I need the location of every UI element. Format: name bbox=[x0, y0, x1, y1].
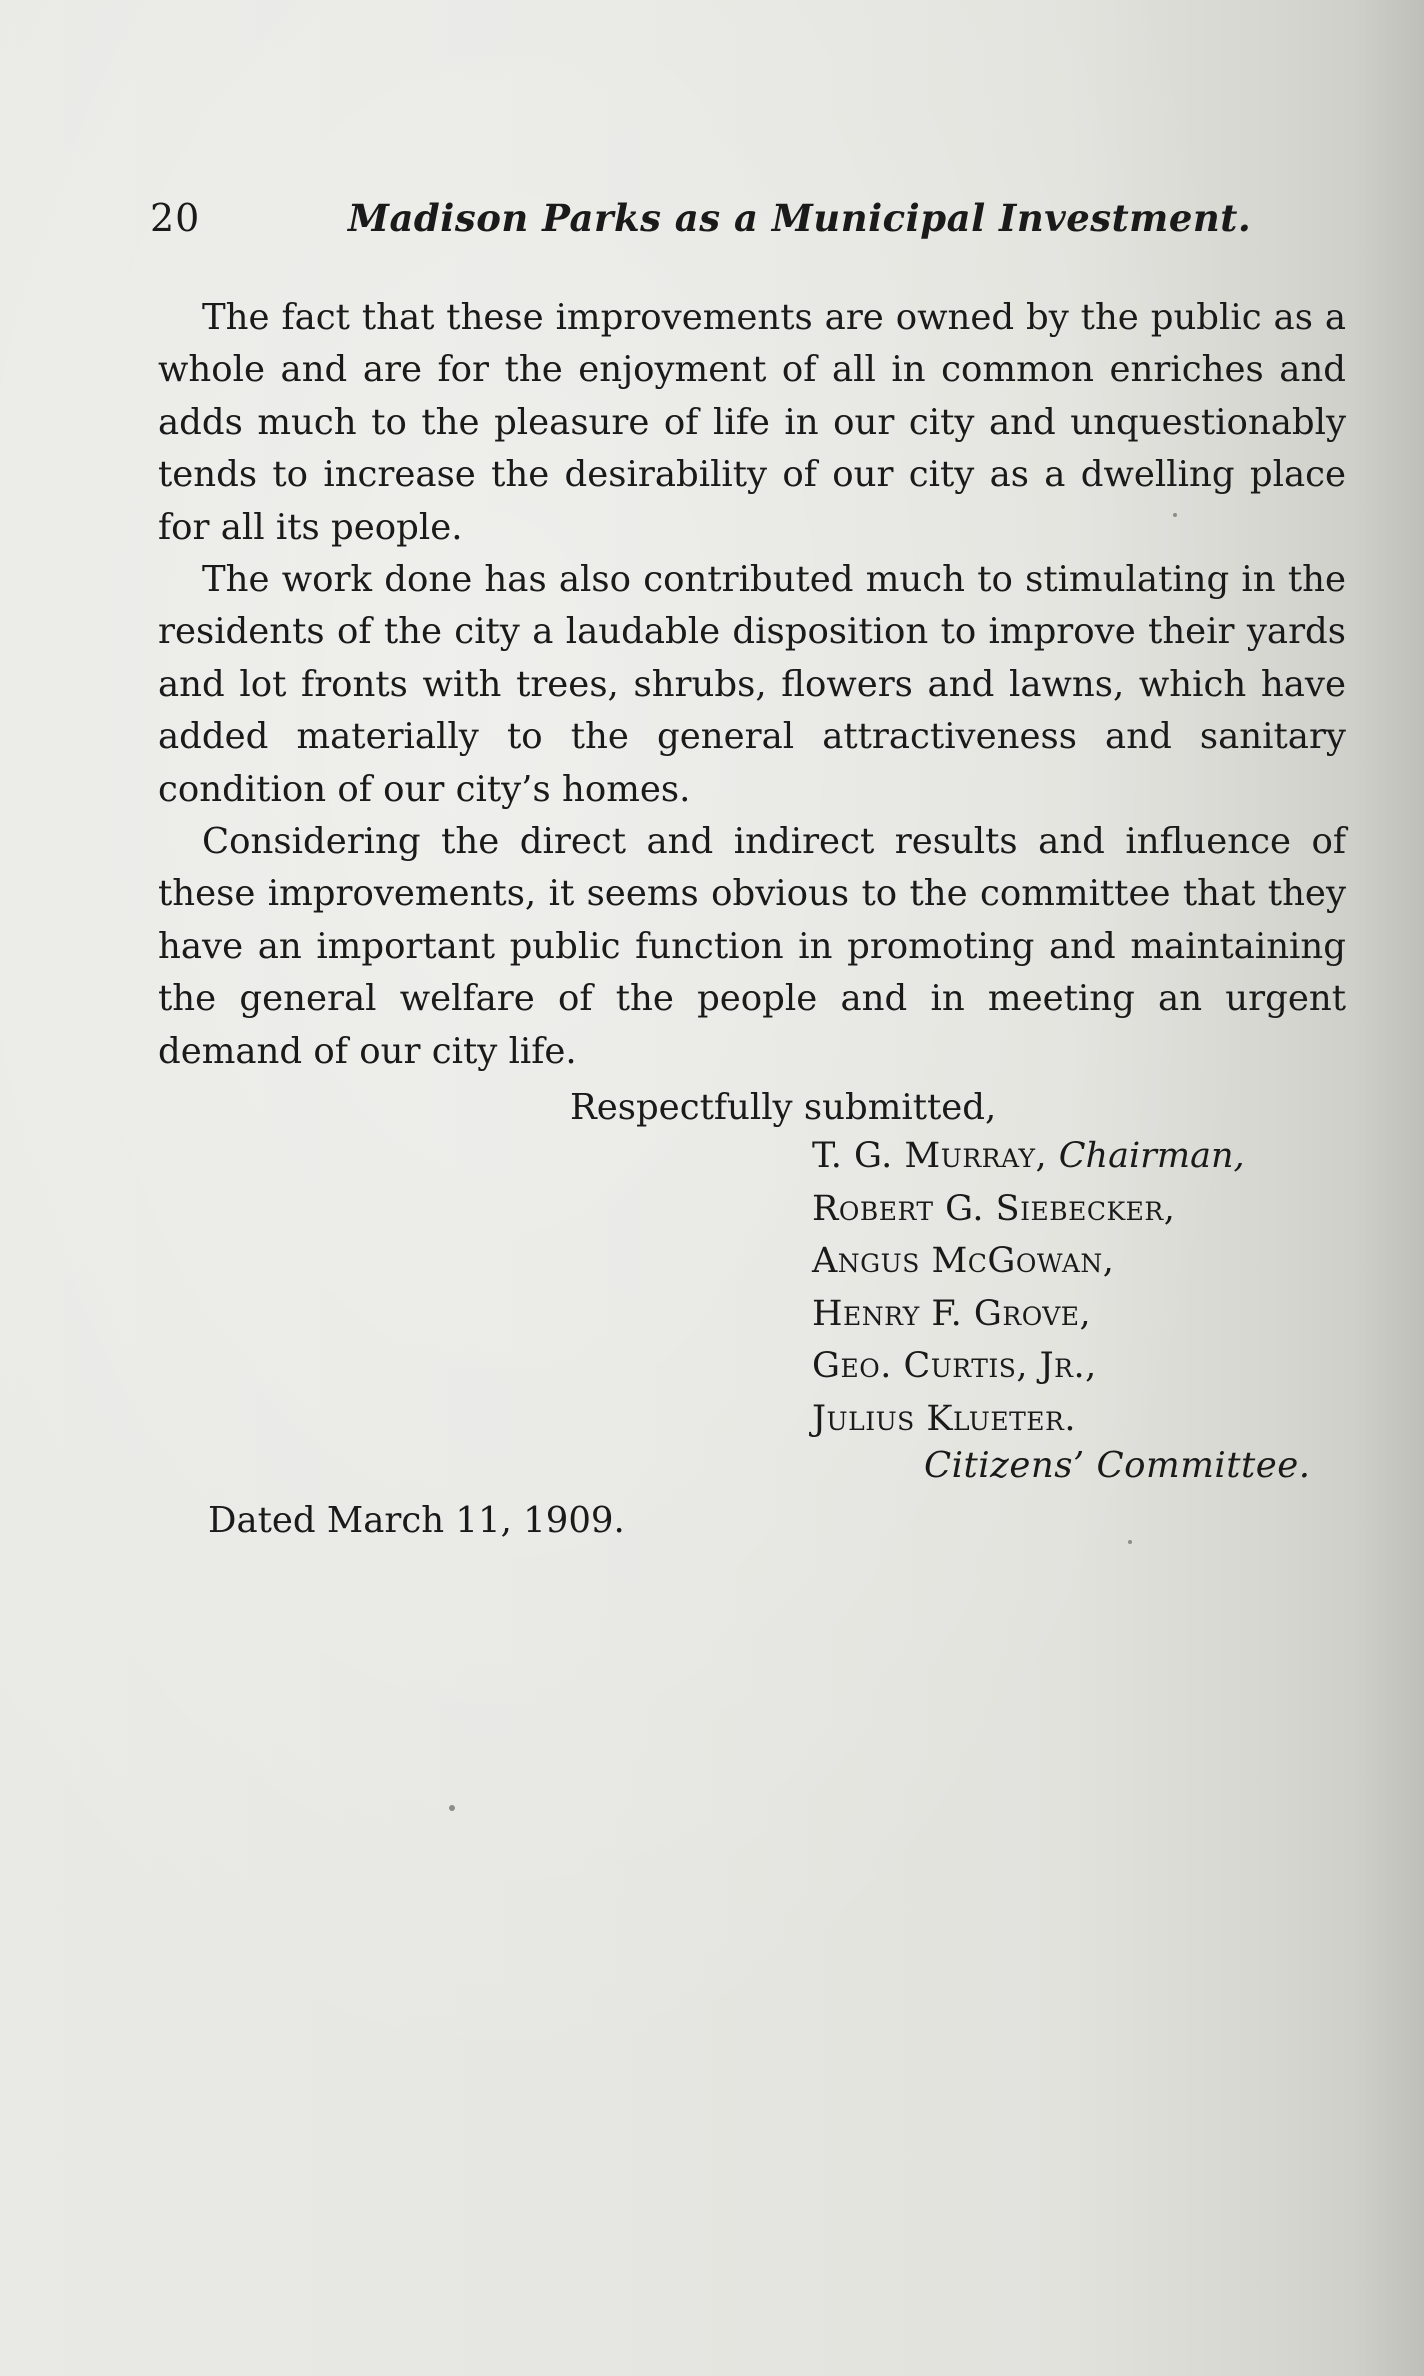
signatory-name: Angus McGowan, bbox=[812, 1241, 1115, 1281]
signatory-name: Julius Klueter. bbox=[812, 1398, 1076, 1439]
respectfully-submitted: Respectfully submitted, bbox=[570, 1087, 997, 1128]
signatory-siebecker bbox=[812, 1183, 1245, 1236]
signatory-name: T. G. Murray, bbox=[812, 1136, 1048, 1176]
signatory-list bbox=[812, 1130, 1245, 1445]
paper-speck bbox=[449, 1805, 455, 1811]
signatory-murray bbox=[812, 1130, 1245, 1183]
paragraph-work-done: The work done has also contributed much to stimulating in the residents of the city a laudable disposition to improve their yards and lot fronts with trees, shrubs, flowers and lawns, which have added materially to the general attractiveness and sanitary condition of our city’s homes. bbox=[158, 559, 1346, 810]
signatory-curtis bbox=[812, 1340, 1245, 1393]
signatory-name: Robert G. Siebecker, bbox=[812, 1188, 1176, 1229]
page-edge-shadow bbox=[1354, 0, 1424, 2376]
body-text bbox=[158, 292, 1346, 1078]
signatory-mcgowan bbox=[812, 1235, 1245, 1288]
running-title: Madison Parks as a Municipal Investment. bbox=[348, 196, 1252, 240]
signatory-name: Geo. Curtis, Jr., bbox=[812, 1346, 1097, 1386]
signatory-role: Chairman, bbox=[1058, 1136, 1245, 1176]
date-line: Dated March 11, 1909. bbox=[208, 1500, 625, 1541]
signatory-klueter bbox=[812, 1393, 1245, 1446]
committee-label: Citizens’ Committee. bbox=[924, 1445, 1311, 1486]
paper-speck bbox=[1128, 1540, 1132, 1544]
paper-speck bbox=[1173, 513, 1177, 517]
paragraph-improvements-owned: The fact that these improvements are owned by the public as a whole and are for the enjoyment of all in common enriches and adds much to the pleasure of life in our city and unquestionably tends to increase the desirability of our city as a dwelling place for all its people. bbox=[158, 297, 1346, 548]
signatory-grove bbox=[812, 1288, 1245, 1341]
signatory-name: Henry F. Grove, bbox=[812, 1293, 1092, 1334]
paragraph-considering: Considering the direct and indirect results and influence of these improvements, it seems obvious to the committee that they have an important public function in promoting and maintaining the general welfare of the people and in meeting an urgent demand of our city life. bbox=[158, 821, 1346, 1072]
page-number: 20 bbox=[150, 196, 201, 240]
